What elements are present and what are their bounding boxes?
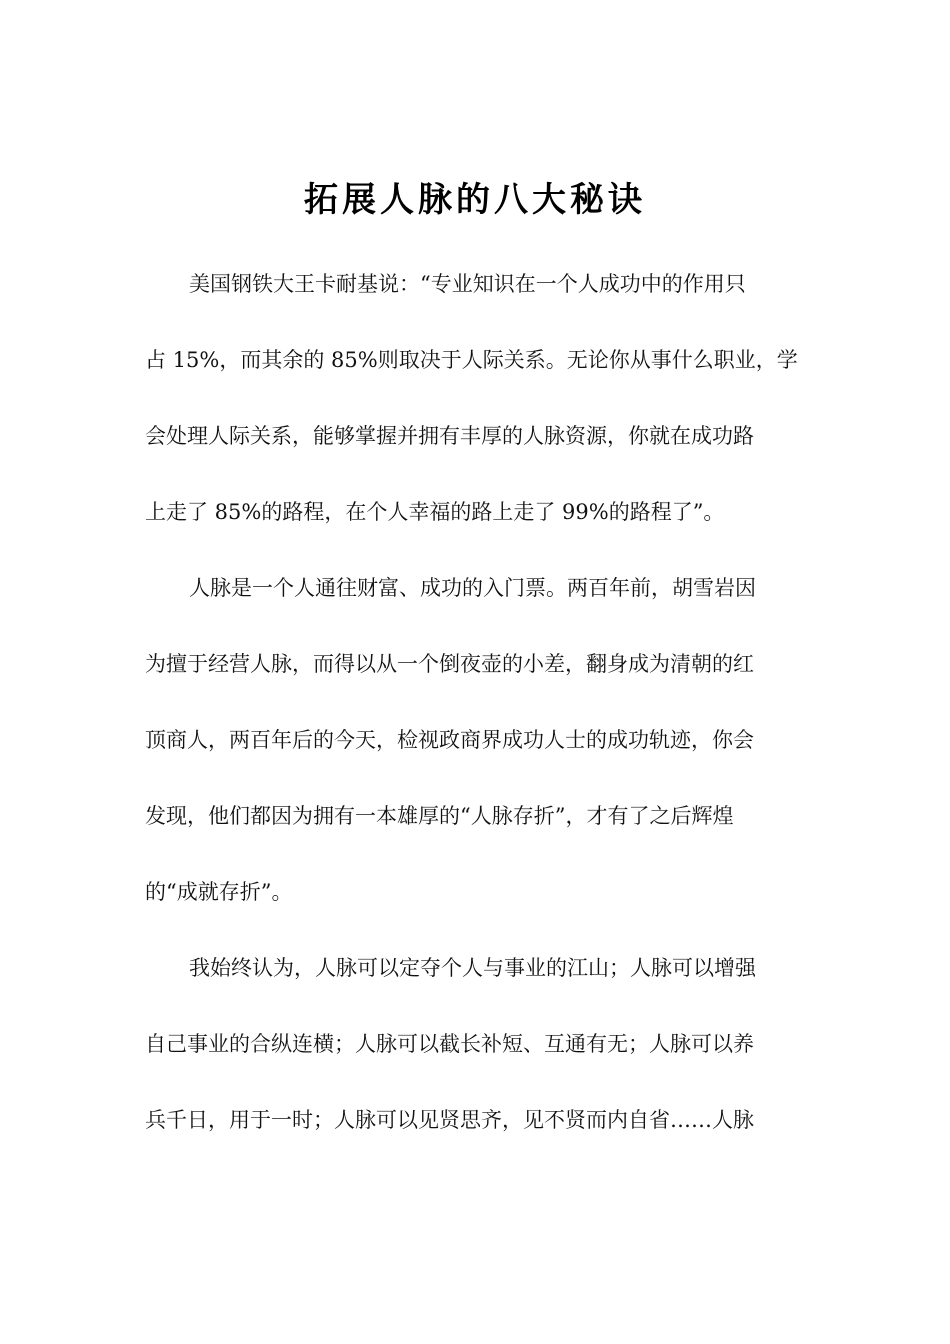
paragraph-2-line-1: 人脉是一个人通往财富、成功的入门票。两百年前，胡雪岩因	[189, 576, 756, 600]
document-title: 拓展人脉的八大秘诀	[304, 180, 646, 220]
paragraph-2-line-3: 顶商人，两百年后的今天，检视政商界成功人士的成功轨迹，你会	[145, 728, 754, 752]
paragraph-3-line-3: 兵千日，用于一时；人脉可以见贤思齐，见不贤而内自省……人脉	[145, 1108, 754, 1132]
paragraph-2-line-4: 发现，他们都因为拥有一本雄厚的“人脉存折”，才有了之后辉煌	[145, 804, 734, 828]
paragraph-1-line-2: 占 15%，而其余的 85%则取决于人际关系。无论你从事什么职业，学	[145, 348, 798, 372]
document-body	[145, 263, 805, 1175]
paragraph-2-line-2: 为擅于经营人脉，而得以从一个倒夜壶的小差，翻身成为清朝的红	[145, 652, 754, 676]
paragraph-3-line-2: 自己事业的合纵连横；人脉可以截长补短、互通有无；人脉可以养	[145, 1032, 754, 1056]
paragraph-1-line-1: 美国钢铁大王卡耐基说：“专业知识在一个人成功中的作用只	[189, 272, 746, 296]
paragraph-1-line-4: 上走了 85%的路程，在个人幸福的路上走了 99%的路程了”。	[145, 500, 725, 524]
paragraph-3-line-1: 我始终认为，人脉可以定夺个人与事业的江山；人脉可以增强	[189, 956, 756, 980]
paragraph-2-line-5: 的“成就存折”。	[145, 880, 293, 904]
paragraph-1-line-3: 会处理人际关系，能够掌握并拥有丰厚的人脉资源，你就在成功路	[145, 424, 754, 448]
